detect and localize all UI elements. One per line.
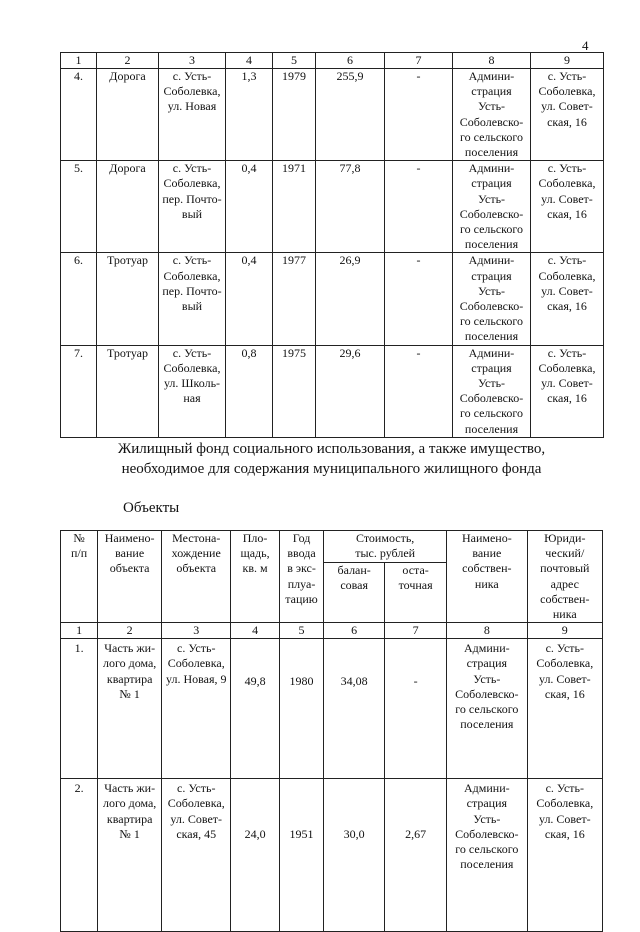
table-row — [61, 779, 603, 932]
column-number: 5 — [273, 53, 316, 69]
header-owner: Наимено- вание собствен- ника — [447, 531, 528, 623]
header-location: Местона- хождение объекта — [162, 531, 231, 623]
table-cell: 4. — [61, 69, 97, 161]
objects-label: Объекты — [123, 500, 180, 516]
column-number-row — [61, 623, 603, 639]
table-row — [61, 69, 604, 161]
table-cell: Админи- страция Усть- Соболевско- го сельского поселения — [453, 345, 531, 437]
table-cell: 1971 — [273, 161, 316, 253]
table-cell: 1951 — [279, 779, 323, 932]
table-cell: 77,8 — [316, 161, 385, 253]
table-cell: 1. — [61, 639, 98, 779]
header-area: Пло- щадь, кв. м — [231, 531, 280, 623]
table-cell: Админи- страция Усть- Соболевско- го сельского поселения — [453, 253, 531, 345]
column-number-row — [61, 53, 604, 69]
column-number: 2 — [98, 623, 162, 639]
table-cell: 255,9 — [316, 69, 385, 161]
column-number: 3 — [162, 623, 231, 639]
table-cell: 1975 — [273, 345, 316, 437]
table-cell: Часть жи- лого дома, квартира № 1 — [98, 779, 162, 932]
table-cell: с. Усть- Соболевка, ул. Совет- ская, 45 — [162, 779, 231, 932]
table-cell: 6. — [61, 253, 97, 345]
column-number: 7 — [385, 53, 453, 69]
column-number: 1 — [61, 623, 98, 639]
section-heading-line-2: необходимое для содержания муниципального жилищного фонда — [121, 461, 542, 477]
column-number: 6 — [316, 53, 385, 69]
table-cell: с. Усть- Соболевка, ул. Школь- ная — [159, 345, 226, 437]
table-cell: 49,8 — [231, 639, 280, 779]
table-cell: 0,8 — [226, 345, 273, 437]
column-number: 6 — [324, 623, 385, 639]
table-cell: 5. — [61, 161, 97, 253]
column-number: 9 — [531, 53, 604, 69]
header-balance: балан- совая — [324, 562, 385, 623]
column-number: 8 — [453, 53, 531, 69]
table-cell: 1980 — [279, 639, 323, 779]
table-cell: с. Усть- Соболевка, ул. Совет- ская, 16 — [531, 345, 604, 437]
table-cell: - — [385, 345, 453, 437]
table-cell: с. Усть- Соболевка, ул. Совет- ская, 16 — [531, 69, 604, 161]
table-cell: 26,9 — [316, 253, 385, 345]
table-cell: с. Усть- Соболевка, ул. Новая, 9 — [162, 639, 231, 779]
table-cell: 1977 — [273, 253, 316, 345]
section-heading-line-1: Жилищный фонд социального использования, а также имущество, — [117, 441, 546, 457]
table-cell: 24,0 — [231, 779, 280, 932]
table-cell: 29,6 — [316, 345, 385, 437]
table-cell: с. Усть- Соболевка, ул. Совет- ская, 16 — [531, 161, 604, 253]
table-cell: с. Усть- Соболевка, пер. Почто- вый — [159, 253, 226, 345]
table-cell: - — [385, 161, 453, 253]
table-cell: Дорога — [97, 69, 159, 161]
header-residual: оста- точная — [385, 562, 447, 623]
table-row — [61, 345, 604, 437]
table-cell: Админи- страция Усть- Соболевско- го сельского поселения — [453, 69, 531, 161]
header-name: Наимено- вание объекта — [98, 531, 162, 623]
table-cell: 2,67 — [385, 779, 447, 932]
table-cell: 2. — [61, 779, 98, 932]
infrastructure-table — [60, 52, 604, 438]
column-number: 1 — [61, 53, 97, 69]
page-number: 4 — [582, 38, 589, 53]
table-cell: Часть жи- лого дома, квартира № 1 — [98, 639, 162, 779]
header-cost: Стоимость, тыс. рублей — [324, 531, 447, 563]
table-cell: 0,4 — [226, 253, 273, 345]
table-cell: Админи- страция Усть- Соболевско- го сельского поселения — [453, 161, 531, 253]
housing-objects-table — [60, 530, 603, 932]
table-row — [61, 639, 603, 779]
table-cell: 7. — [61, 345, 97, 437]
header-address: Юриди- ческий/ почтовый адрес собствен- ника — [527, 531, 602, 623]
table-cell: Тротуар — [97, 253, 159, 345]
column-number: 4 — [226, 53, 273, 69]
table-cell: 1979 — [273, 69, 316, 161]
column-number: 5 — [279, 623, 323, 639]
header-num: № п/п — [61, 531, 98, 623]
table-cell: Дорога — [97, 161, 159, 253]
table-cell: 34,08 — [324, 639, 385, 779]
table-cell: с. Усть- Соболевка, ул. Совет- ская, 16 — [527, 779, 602, 932]
table-cell: - — [385, 639, 447, 779]
table-cell: с. Усть- Соболевка, пер. Почто- вый — [159, 161, 226, 253]
table-cell: - — [385, 69, 453, 161]
table-cell: 1,3 — [226, 69, 273, 161]
table-row — [61, 161, 604, 253]
header-year: Год ввода в экс- плуа- тацию — [279, 531, 323, 623]
table-cell: с. Усть- Соболевка, ул. Новая — [159, 69, 226, 161]
table-cell: с. Усть- Соболевка, ул. Совет- ская, 16 — [531, 253, 604, 345]
table-cell: 30,0 — [324, 779, 385, 932]
column-number: 7 — [385, 623, 447, 639]
table-cell: 0,4 — [226, 161, 273, 253]
table-cell: с. Усть- Соболевка, ул. Совет- ская, 16 — [527, 639, 602, 779]
table-cell: Тротуар — [97, 345, 159, 437]
table-cell: - — [385, 253, 453, 345]
table-cell: Админи- страция Усть- Соболевско- го сельского поселения — [447, 639, 528, 779]
column-number: 2 — [97, 53, 159, 69]
header-row — [61, 531, 603, 563]
column-number: 4 — [231, 623, 280, 639]
column-number: 3 — [159, 53, 226, 69]
table-cell: Админи- страция Усть- Соболевско- го сельского поселения — [447, 779, 528, 932]
column-number: 8 — [447, 623, 528, 639]
table-row — [61, 253, 604, 345]
column-number: 9 — [527, 623, 602, 639]
